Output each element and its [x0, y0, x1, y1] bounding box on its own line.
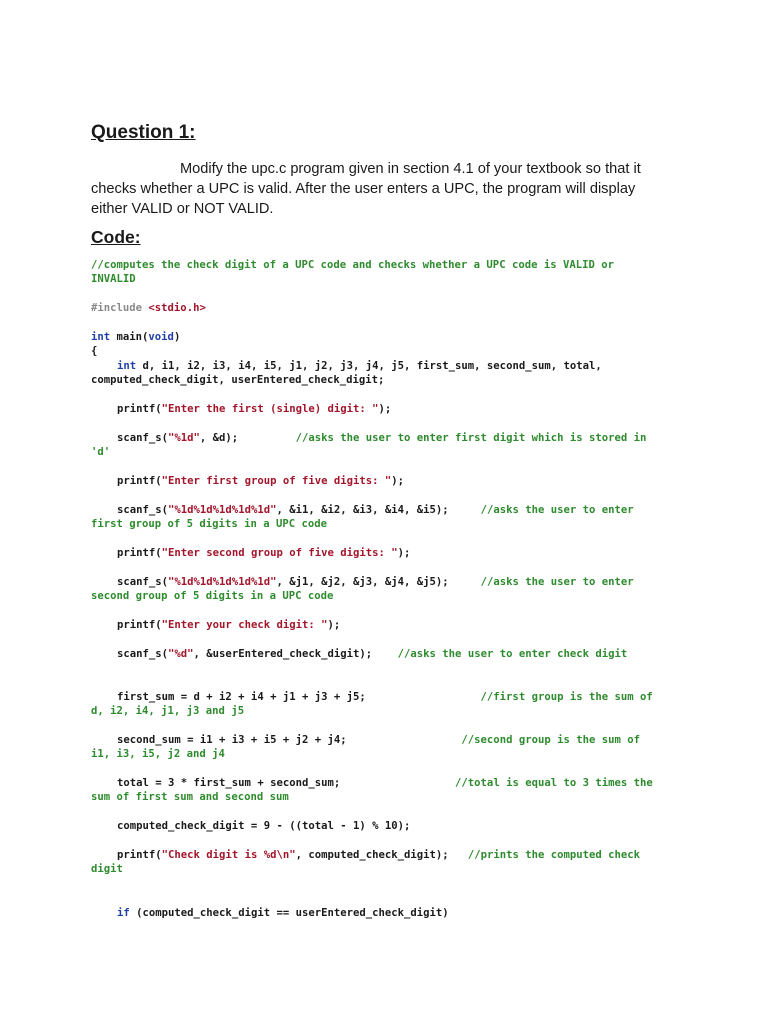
- code-token: printf(: [117, 474, 162, 487]
- intro-line-2: checks whether a UPC is valid. After the user enters a UPC, the program will display: [91, 181, 636, 197]
- code-token: , computed_check_digit);: [295, 849, 468, 862]
- intro-line-3: either VALID or NOT VALID.: [91, 201, 274, 217]
- comment-token: //asks the user to enter first digit which is stored in: [295, 431, 647, 444]
- code-token: (computed_check_digit == userEntered_check_digit): [129, 906, 449, 919]
- code-token: main(: [110, 330, 149, 343]
- code-token: , &d);: [199, 431, 296, 444]
- code-line: d, i2, i4, j1, j3 and j5: [91, 705, 245, 718]
- comment-token: //prints the computed check: [467, 849, 641, 862]
- comment-token: //asks the user to enter check digit: [397, 647, 628, 660]
- string-token: "%1d%1d%1d%1d%1d": [168, 575, 277, 588]
- code-token: scanf_s(: [117, 503, 169, 516]
- code-blank: [91, 459, 681, 473]
- code-line: [91, 848, 681, 862]
- header-token: <stdio.h>: [148, 302, 206, 315]
- code-token: );: [378, 402, 392, 415]
- code-token: );: [327, 618, 341, 631]
- code-token: );: [397, 546, 411, 559]
- code-line: {: [91, 345, 98, 358]
- code-line: [91, 402, 681, 416]
- code-line: [91, 776, 681, 790]
- code-line: [91, 647, 681, 661]
- code-token: scanf_s(: [117, 647, 169, 660]
- comment-token: //asks the user to enter: [480, 503, 634, 516]
- intro-line-1: Modify the upc.c program given in section 4.1 of your textbook so that it: [180, 161, 641, 177]
- code-token: printf(: [117, 402, 162, 415]
- code-line: [91, 503, 681, 517]
- string-token: "%1d%1d%1d%1d%1d": [168, 503, 277, 516]
- string-token: "%d": [168, 647, 194, 660]
- code-line: [91, 575, 681, 589]
- code-blank: [91, 560, 681, 574]
- string-token: "Enter second group of five digits: ": [161, 546, 398, 559]
- code-blank: [91, 661, 681, 675]
- code-line: i1, i3, i5, j2 and j4: [91, 748, 225, 761]
- keyword-token: int: [117, 359, 137, 372]
- code-heading: Code:: [91, 227, 141, 247]
- code-blank: [91, 488, 681, 502]
- code-line: computed_check_digit = 9 - ((total - 1) % 10);: [117, 820, 411, 833]
- comment-token: //asks the user to enter: [480, 575, 634, 588]
- code-blank: [91, 805, 681, 819]
- keyword-token: if: [117, 906, 130, 919]
- code-line: [91, 474, 681, 488]
- code-token: first_sum = d + i2 + i4 + j1 + j3 + j5;: [117, 690, 481, 703]
- code-token: total = 3 * first_sum + second_sum;: [117, 777, 456, 790]
- code-line: [91, 330, 681, 344]
- code-line: [91, 431, 681, 445]
- code-token: printf(: [117, 618, 162, 631]
- code-line: INVALID: [91, 273, 136, 286]
- code-blank: [91, 603, 681, 617]
- question-heading: Question 1:: [91, 122, 196, 143]
- code-token: scanf_s(: [117, 431, 169, 444]
- code-token: scanf_s(: [117, 575, 169, 588]
- keyword-token: void: [148, 330, 174, 343]
- code-line: first group of 5 digits in a UPC code: [91, 518, 327, 531]
- code-line: [91, 301, 681, 315]
- code-token: , &userEntered_check_digit);: [193, 647, 398, 660]
- code-token: , &i1, &i2, &i3, &i4, &i5);: [276, 503, 481, 516]
- keyword-token: int: [91, 330, 111, 343]
- string-token: "Enter the first (single) digit: ": [161, 402, 379, 415]
- code-blank: [91, 877, 681, 891]
- code-line: [91, 906, 681, 920]
- code-line: [91, 618, 681, 632]
- code-token: , &j1, &j2, &j3, &j4, &j5);: [276, 575, 481, 588]
- string-token: "Enter your check digit: ": [161, 618, 328, 631]
- code-line: [91, 733, 681, 747]
- code-line: computed_check_digit, userEntered_check_digit;: [91, 374, 385, 387]
- code-line: digit: [91, 863, 123, 876]
- string-token: "%1d": [168, 431, 200, 444]
- code-blank: [91, 834, 681, 848]
- code-blank: [91, 632, 681, 646]
- string-token: "Check digit is %d\n": [161, 849, 296, 862]
- code-blank: [91, 287, 681, 301]
- question-description: [91, 159, 671, 219]
- code-token: printf(: [117, 849, 162, 862]
- code-line: [91, 359, 681, 373]
- code-token: );: [391, 474, 405, 487]
- comment-token: //total is equal to 3 times the: [455, 777, 653, 790]
- code-blank: [91, 675, 681, 689]
- code-line: 'd': [91, 446, 111, 459]
- code-blank: [91, 388, 681, 402]
- code-line: //computes the check digit of a UPC code and checks whether a UPC code is VALID or: [91, 259, 614, 271]
- comment-token: //first group is the sum of: [480, 690, 653, 703]
- code-line: second group of 5 digits in a UPC code: [91, 589, 334, 602]
- code-line: sum of first sum and second sum: [91, 791, 289, 804]
- code-token: second_sum = i1 + i3 + i5 + j2 + j4;: [117, 733, 462, 746]
- comment-token: //second group is the sum of: [461, 733, 641, 746]
- string-token: "Enter first group of five digits: ": [161, 474, 392, 487]
- preprocessor-token: #include: [91, 302, 143, 315]
- code-blank: [91, 719, 681, 733]
- code-blank: [91, 531, 681, 545]
- code-line: [91, 690, 681, 704]
- code-token: ): [173, 330, 181, 343]
- code-blank: [91, 416, 681, 430]
- code-block: [91, 258, 681, 920]
- code-blank: [91, 316, 681, 330]
- code-blank: [91, 762, 681, 776]
- code-blank: [91, 891, 681, 905]
- code-line: [91, 546, 681, 560]
- code-token: printf(: [117, 546, 162, 559]
- code-token: d, i1, i2, i3, i4, i5, j1, j2, j3, j4, j5, first_sum, second_sum, total,: [136, 359, 602, 372]
